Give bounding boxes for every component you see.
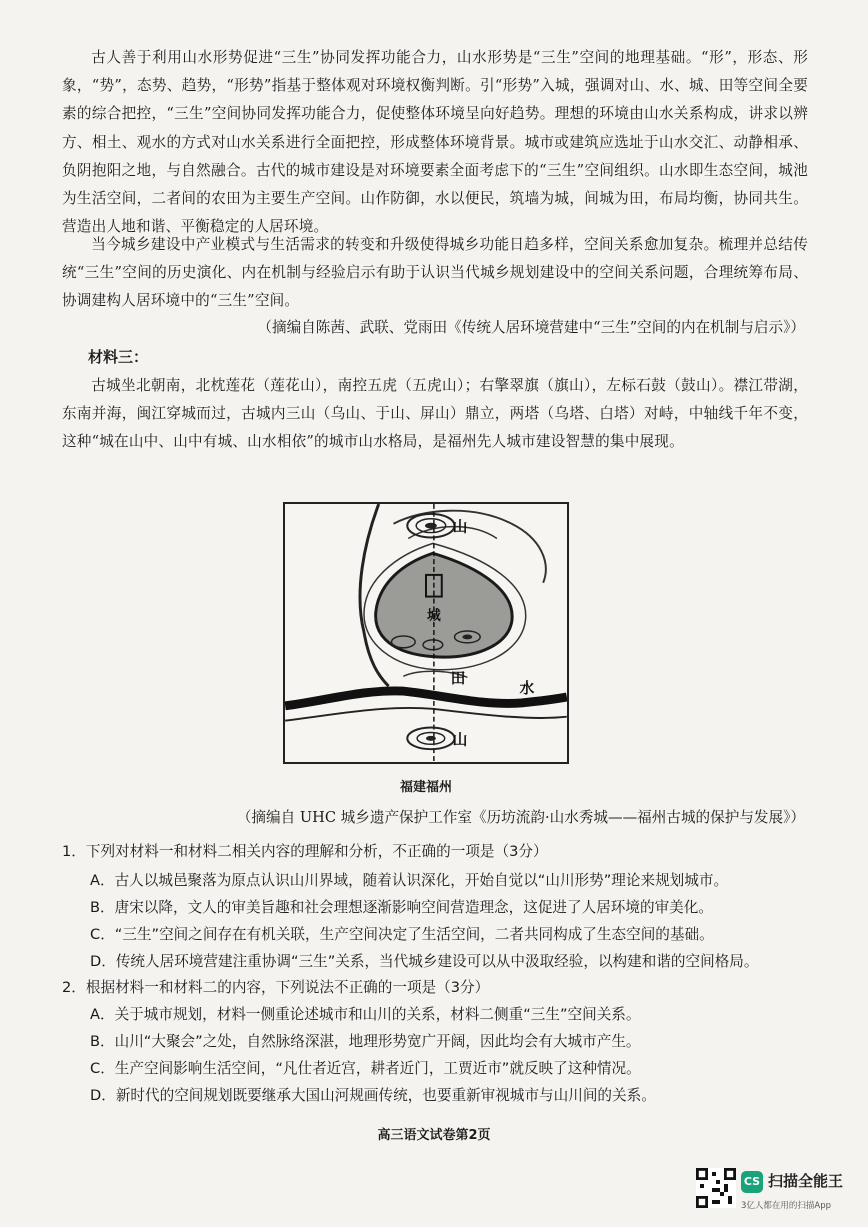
map-label-mountain-top: 山 [452,518,468,536]
camscanner-logo-icon: CS [741,1171,763,1193]
map-label-field: 田 [450,670,466,688]
page-footer: 高三语文试卷第2页 [377,1128,491,1143]
material2-paragraph-1: 古人善于利用山水形势促进“三生”协同发挥功能合力，山水形势是“三生”空间的地理基础。“形”，形态、形象，“势”，态势、趋势，“形势”指基于整体观对环境权衡判断。引“形势”入城，强调对山、水、城、田等空间全要素的综合把控，“三生”空间协同发挥功能合力，促使整体环境呈向好趋势。理想的环境由山水关系构成，讲求以辨方、相土、观水的方式对山水关系进行全面把控，形成整体环境背景。城市或建筑应选址于山水交汇、动静相承、负阴抱阳之地，与自然融合。古代的城市建设是对环境要素全面考虑下的“三生”空间组织。山水即生态空间，城池为生活空间，二者间的农田为主要生产空间。山作防御，水以便民，筑墙为城，间城为田，布局均衡，协同共生。营造出人地和谐、平衡稳定的人居环境。 [62,49,808,236]
question-1-option-c: C．“三生”空间之间存在有机关联，生产空间决定了生活空间，二者共同构成了生态空间的基础。 [90,926,714,943]
question-2-option-b: B．山川“大聚会”之处，自然脉络深湛，地理形势宽广开阔，因此均会有大城市产生。 [90,1033,641,1050]
map-mountain-north [407,514,454,538]
watermark-subtitle: 3亿人都在用的扫描App [741,1201,832,1211]
map-mountain-south [407,728,454,750]
map-label-city: 城 [426,608,441,625]
watermark-brand: 扫描全能王 [768,1172,844,1190]
question-1-stem: 1．下列对材料一和材料二相关内容的理解和分析，不正确的一项是（3分） [62,843,548,860]
material2-citation: （摘编自陈茜、武联、党雨田《传统人居环境营建中“三生”空间的内在机制与启示》） [257,319,805,336]
map-caption: 福建福州 [399,780,452,795]
fuzhou-map-drawing [285,504,567,762]
question-2-stem: 2．根据材料一和材料二的内容，下列说法不正确的一项是（3分） [62,979,490,996]
material3-paragraph: 古城坐北朝南，北枕莲花（莲花山），南控五虎（五虎山）；右擎翠旗（旗山），左标石鼓（鼓山）。襟江带湖，东南并海，闽江穿城而过，古城内三山（乌山、于山、屏山）鼎立，两塔（乌塔、白塔）对峙，中轴线千年不变，这种“城在山中、山中有城、山水相依”的城市山水格局，是福州先人城市建设智慧的集中展现。 [62,377,808,451]
question-2-option-c: C．生产空间影响生活空间，“凡仕者近宫，耕者近门，工贾近市”就反映了这种情况。 [90,1060,641,1077]
map-city-wall [376,553,512,657]
question-1-option-d: D．传统人居环境营建注重协调“三生”关系，当代城乡建设可以从中汲取经验，以构建和谐的空间格局。 [90,953,759,970]
question-2-option-d: D．新时代的空间规划既要继承大国山河规画传统，也要重新审视城市与山川间的关系。 [90,1087,656,1104]
material3-citation: （摘编自 UHC 城乡遗产保护工作室《历坊流韵·山水秀城——福州古城的保护与发展》） [236,809,805,826]
map-river-bank [285,708,567,721]
fuzhou-map [283,502,569,764]
question-1-option-a: A．古人以城邑聚落为原点认识山川界域，随着认识深化，开始自觉以“山川形势”理论来规划城市。 [90,872,729,889]
question-2-option-a: A．关于城市规划，材料一侧重论述城市和山川的关系，材料二侧重“三生”空间关系。 [90,1006,641,1023]
question-1-option-b: B．唐宋以降，文人的审美旨趣和社会理想逐渐影响空间营造理念，这促进了人居环境的审美化。 [90,899,713,916]
map-label-mountain-bottom: 山 [452,731,468,749]
qr-code-icon [696,1168,736,1208]
material3-title: 材料三： [88,348,149,366]
material2-paragraph-2: 当今城乡建设中产业模式与生活需求的转变和升级使得城乡功能日趋多样，空间关系愈加复杂。梳理并总结传统“三生”空间的历史演化、内在机制与经验启示有助于认识当代城乡规划建设中的空间关系问题，合理统筹布局、协调建构人居环境中的“三生”空间。 [62,236,808,310]
map-label-water: 水 [519,680,535,698]
